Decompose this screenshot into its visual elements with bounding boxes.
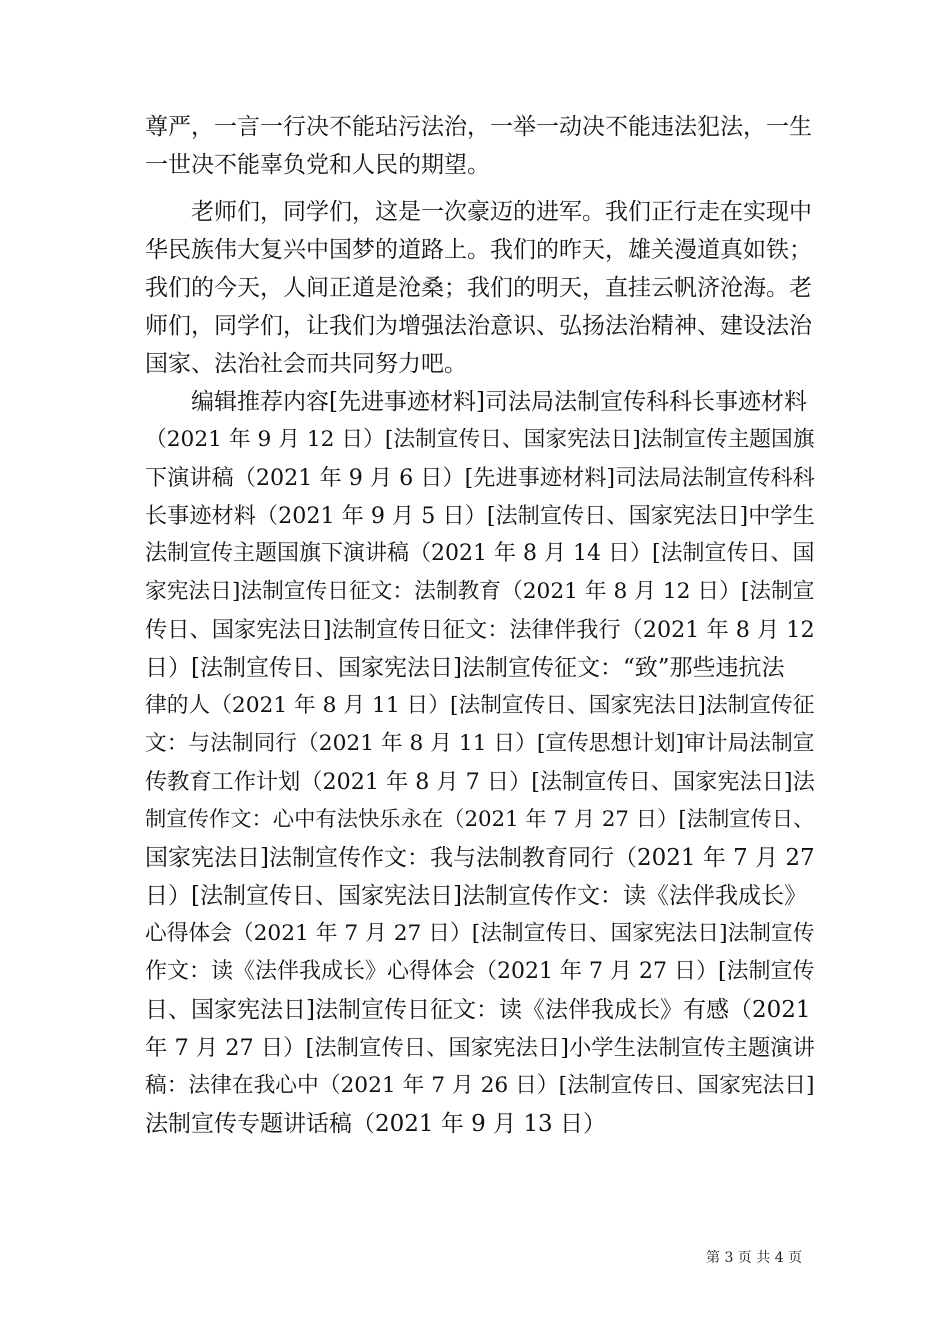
text-line: 老师们，同学们，这是一次豪迈的进军。我们正行走在实现中 bbox=[145, 199, 812, 225]
text-line: （2021 年 9 月 12 日）[法制宣传日、国家宪法日]法制宣传主题国旗 bbox=[145, 427, 815, 452]
text-line: 尊严，一言一行决不能玷污法治，一举一动决不能违法犯法，一生 bbox=[145, 114, 812, 140]
text-line: 华民族伟大复兴中国梦的道路上。我们的昨天，雄关漫道真如铁； bbox=[145, 237, 812, 263]
text-line: 法制宣传专题讲话稿（2021 年 9 月 13 日） bbox=[145, 1111, 606, 1137]
text-line: 作文：读《法伴我成长》心得体会（2021 年 7 月 27 日）[法制宣传 bbox=[145, 959, 815, 984]
text-line: 下演讲稿（2021 年 9 月 6 日）[先进事迹材料]司法局法制宣传科科 bbox=[145, 465, 815, 491]
text-line: 我们的今天，人间正道是沧桑；我们的明天，直挂云帆济沧海。老 bbox=[145, 275, 812, 301]
text-line: 日）[法制宣传日、国家宪法日]法制宣传征文：“致”那些违抗法 bbox=[145, 655, 785, 681]
text-line: 编辑推荐内容[先进事迹材料]司法局法制宣传科科长事迹材料 bbox=[145, 389, 807, 415]
text-line: 家宪法日]法制宣传日征文：法制教育（2021 年 8 月 12 日）[法制宣 bbox=[145, 579, 815, 604]
text-line: 师们，同学们，让我们为增强法治意识、弘扬法治精神、建设法治 bbox=[145, 313, 812, 339]
text-line: 年 7 月 27 日）[法制宣传日、国家宪法日]小学生法制宣传主题演讲 bbox=[145, 1035, 815, 1061]
text-line: 日、国家宪法日]法制宣传日征文：读《法伴我成长》有感（2021 bbox=[145, 997, 811, 1023]
page-number: 第 3 页 共 4 页 bbox=[706, 1250, 803, 1266]
text-line: 传教育工作计划（2021 年 8 月 7 日）[法制宣传日、国家宪法日]法 bbox=[145, 769, 815, 795]
text-line: 稿：法律在我心中（2021 年 7 月 26 日）[法制宣传日、国家宪法日] bbox=[145, 1073, 815, 1098]
text-line: 律的人（2021 年 8 月 11 日）[法制宣传日、国家宪法日]法制宣传征 bbox=[145, 693, 815, 718]
text-line: 传日、国家宪法日]法制宣传日征文：法律伴我行（2021 年 8 月 12 bbox=[145, 617, 815, 643]
text-line: 长事迹材料（2021 年 9 月 5 日）[法制宣传日、国家宪法日]中学生 bbox=[145, 503, 815, 529]
text-line: 制宣传作文：心中有法快乐永在（2021 年 7 月 27 日）[法制宣传日、 bbox=[145, 807, 815, 832]
text-line: 国家、法治社会而共同努力吧。 bbox=[145, 351, 467, 377]
text-line: 心得体会（2021 年 7 月 27 日）[法制宣传日、国家宪法日]法制宣传 bbox=[145, 921, 815, 946]
text-line: 国家宪法日]法制宣传作文：我与法制教育同行（2021 年 7 月 27 bbox=[145, 845, 815, 871]
text-line: 日）[法制宣传日、国家宪法日]法制宣传作文：读《法伴我成长》 bbox=[145, 883, 807, 909]
text-line: 一世决不能辜负党和人民的期望。 bbox=[145, 152, 490, 178]
text-line: 文：与法制同行（2021 年 8 月 11 日）[宣传思想计划]审计局法制宣 bbox=[145, 731, 815, 756]
text-line: 法制宣传主题国旗下演讲稿（2021 年 8 月 14 日）[法制宣传日、国 bbox=[145, 541, 815, 566]
